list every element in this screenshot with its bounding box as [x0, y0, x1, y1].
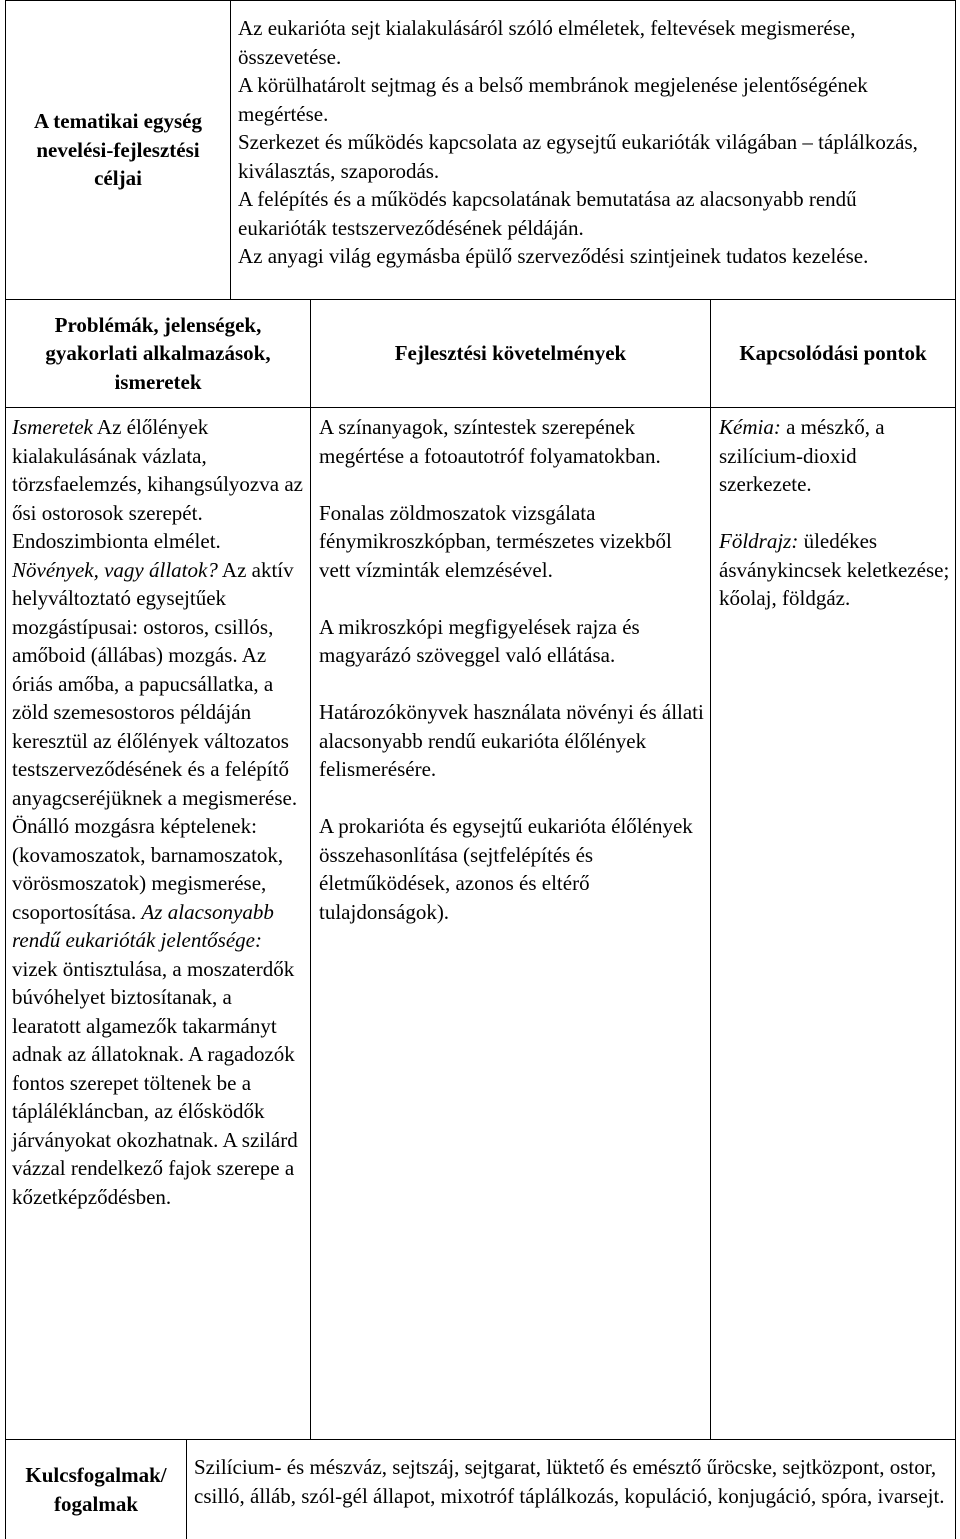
header-connections-cell [711, 300, 955, 407]
requirement-item: Határozókönyvek használata növényi és állati alacsonyabb rendű eukarióta élőlények felismerésére. [319, 700, 704, 781]
connection-text: a mészkő, a szilícium-dioxid szerkezete. [719, 415, 885, 496]
requirement-item: A színanyagok, színtestek szerepének megértése a fotoautotróf folyamatokban. [319, 415, 661, 468]
connections-content [719, 413, 951, 641]
header-requirements-cell [311, 300, 710, 407]
requirement-item: A prokarióta és egysejtű eukarióta élőlények összehasonlítása (sejtfelépítés és életműködések, azonos és eltérő tulajdonságok). [319, 814, 693, 924]
keywords-label-cell [6, 1440, 186, 1539]
divider-goals-vertical [230, 0, 231, 299]
header-problems: Problémák, jelenségek, gyakorlati alkalmazások, ismeretek [45, 312, 271, 394]
problems-content [12, 413, 305, 1211]
requirement-item: A mikroszkópi megfigyelések rajza és magyarázó szöveggel való ellátása. [319, 614, 640, 667]
problems-knowledge-label: Ismeretek [12, 415, 93, 439]
connection-subject: Kémia: [719, 415, 781, 439]
connection-item [719, 413, 951, 499]
goal-line: A körülhatárolt sejtmag és a belső membránok megjelenése jelentőségének megértése. [238, 73, 868, 126]
header-requirements: Fejlesztési követelmények [394, 341, 627, 366]
header-connections: Kapcsolódási pontok [739, 341, 927, 366]
border-right [955, 0, 956, 1539]
header-problems-cell [6, 300, 310, 407]
keywords-text: Szilícium- és mészváz, sejtszáj, sejtgarat, lüktető és emésztő űröcske, sejtközpont, ostor, csilló, álláb, szól-gél állapot, mixotróf táplálkozás, kopuláció, konjugáció, spóra, ivarsejt. [194, 1455, 945, 1508]
goal-line: Az anyagi világ egymásba épülő szerveződési szintjeinek tudatos kezelése. [238, 244, 869, 268]
goals-label: A tematikai egység nevelési-fejlesztési céljai [34, 109, 202, 191]
goals-label-cell [6, 1, 230, 299]
divider-header-bottom [5, 407, 956, 408]
connection-subject: Földrajz: [719, 529, 799, 553]
divider-col2 [710, 299, 711, 1439]
problems-significance-text: vizek öntisztulása, a moszaterdők búvóhelyet biztosítanak, a learatott algamezők takarmányt adnak az állatoknak. A ragadozók fontos szerepet töltenek be a táplálékláncban, az élősködők járványokat okozhatnak. A szilárd vázzal rendelkező fajok szerepe a kőzetképződésben. [12, 956, 298, 1209]
goal-line: Szerkezet és működés kapcsolata az egysejtű eukarióták világában – táplálkozás, kiválasztás, szaporodás. [238, 130, 918, 183]
connection-text: üledékes ásványkincsek keletkezése; kőolaj, földgáz. [719, 529, 950, 610]
requirements-content [319, 413, 705, 955]
problems-movement-text: Az aktív helyváltoztató egysejtűek mozgástípusai: ostoros, csillós, amőboid (állábas) mozgás. Az óriás amőba, a papucsállatka, a zöld szemesostoros példáján keresztül az élőlények változatos testszerveződésének és a felépítő anyagcseréjüknek a megismerése. Önálló mozgásra képtelenek: (kovamoszatok, barnamoszatok, vörösmoszatok) megismerése, csoportosítása. [12, 557, 298, 924]
problems-knowledge-text: Az élőlények kialakulásának vázlata, törzsfaelemzés, kihangsúlyozva az ősi ostorosok szerepét. Endoszimbionta elmélet. [12, 415, 303, 553]
problems-significance-label: Az alacsonyabb rendű eukarióták jelentősége: [12, 899, 274, 952]
requirement-item: Fonalas zöldmoszatok vizsgálata fénymikroszkópban, természetes vizekből vett vízminták elemzésével. [319, 500, 672, 582]
divider-keywords-vertical [186, 1439, 187, 1539]
goal-line: Az eukarióta sejt kialakulásáról szóló elméletek, feltevések megismerése, összevetése. [238, 16, 856, 69]
goal-line: A felépítés és a működés kapcsolatának bemutatása az alacsonyabb rendű eukarióták testszerveződésének példáján. [238, 187, 857, 240]
goals-content [238, 14, 950, 271]
problems-plants-animals-label: Növények, vagy állatok? [12, 557, 218, 582]
connection-item [719, 527, 951, 613]
keywords-content [194, 1453, 950, 1510]
divider-col1 [310, 299, 311, 1439]
keywords-label: Kulcsfogalmak/ fogalmak [25, 1463, 167, 1516]
